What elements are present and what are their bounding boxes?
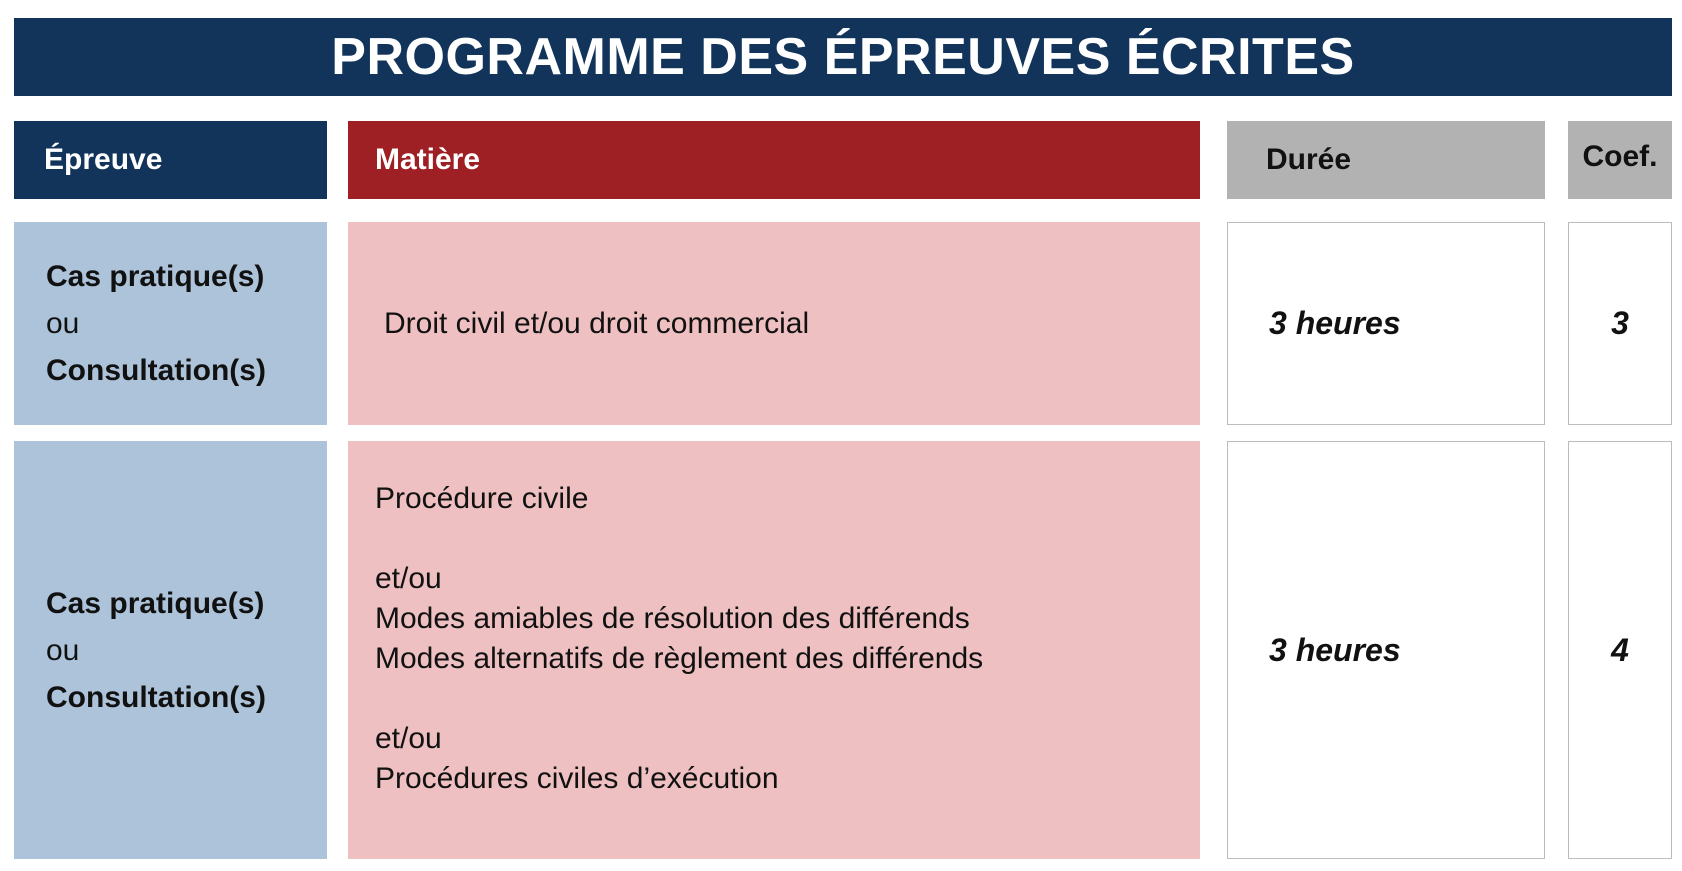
header-epreuve: Épreuve [14, 121, 327, 199]
epreuve-connector: ou [46, 307, 80, 340]
epreuve-option-2: Consultation(s) [46, 354, 266, 387]
header-matiere: Matière [348, 121, 1200, 199]
row-1-epreuve [14, 222, 327, 425]
row-2-coef: 4 [1568, 441, 1672, 859]
epreuve-option-2: Consultation(s) [46, 680, 266, 714]
page-title: PROGRAMME DES ÉPREUVES ÉCRITES [14, 18, 1672, 96]
matiere-spacer [375, 519, 1200, 559]
matiere-line: et/ou [375, 722, 442, 755]
header-duree: Durée [1227, 121, 1545, 199]
row-2-duree: 3 heures [1227, 441, 1545, 859]
matiere-line: et/ou [375, 562, 442, 595]
matiere-line: Modes amiables de résolution des différends [375, 602, 970, 635]
matiere-line: Procédure civile [375, 482, 589, 515]
header-coef: Coef. [1568, 121, 1672, 199]
matiere-line: Procédures civiles d’exécution [375, 762, 779, 795]
matiere-line: Droit civil et/ou droit commercial [384, 306, 810, 340]
row-2-matiere [348, 441, 1200, 859]
row-1-coef: 3 [1568, 222, 1672, 425]
epreuve-option-1: Cas pratique(s) [46, 586, 265, 620]
epreuve-connector: ou [46, 633, 80, 667]
row-1-duree: 3 heures [1227, 222, 1545, 425]
matiere-line: Modes alternatifs de règlement des différends [375, 642, 984, 675]
matiere-spacer [375, 679, 1200, 719]
row-2-epreuve [14, 441, 327, 859]
epreuve-option-1: Cas pratique(s) [46, 260, 265, 293]
row-1-matiere [348, 222, 1200, 425]
